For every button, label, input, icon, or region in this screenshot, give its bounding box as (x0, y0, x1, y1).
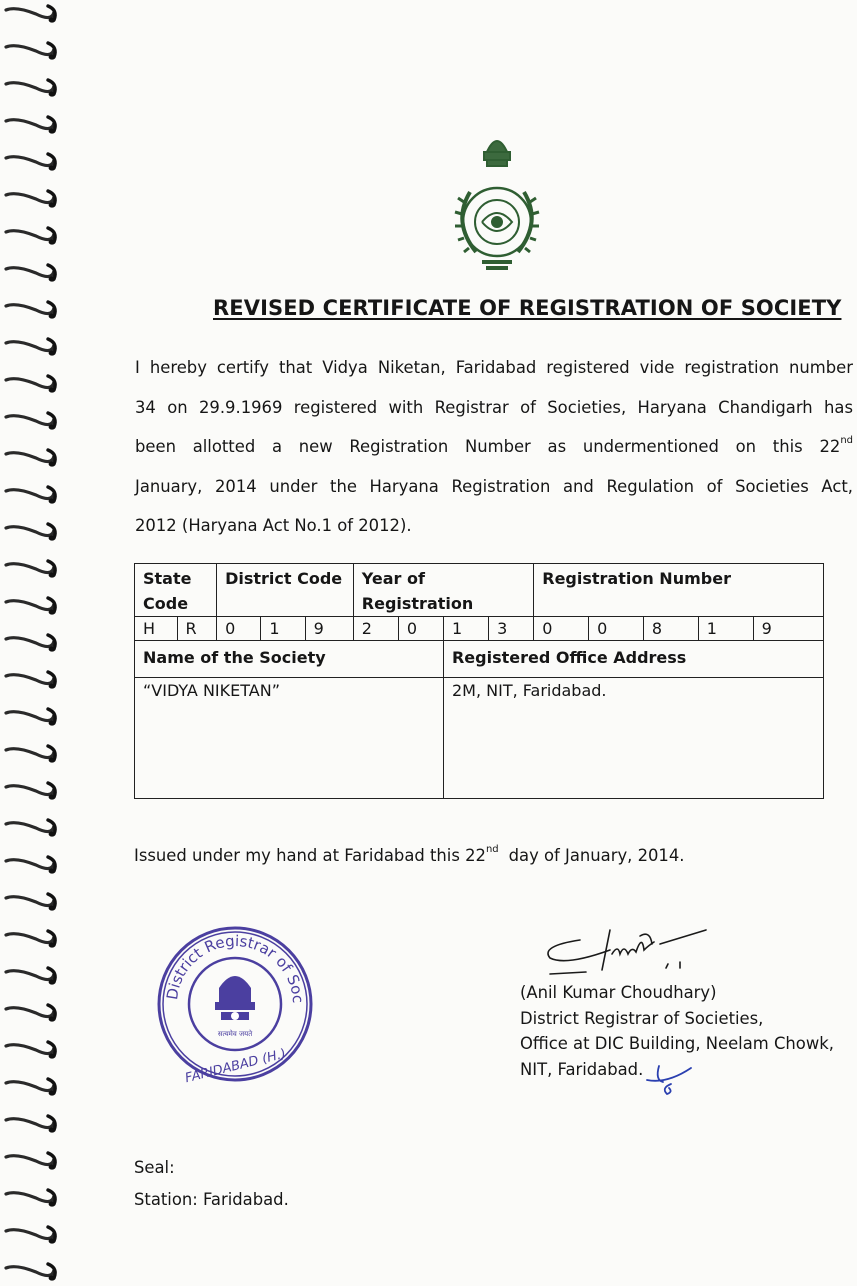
binding-ring-icon (2, 668, 62, 694)
signature-icon (540, 918, 710, 982)
binding-ring-icon (2, 1223, 62, 1249)
binding-ring-icon (2, 1038, 62, 1064)
binding-ring-icon (2, 483, 62, 509)
binding-ring-icon (2, 890, 62, 916)
binding-ring-icon (2, 1112, 62, 1138)
spiral-binding (0, 0, 72, 1280)
certificate-title: REVISED CERTIFICATE OF REGISTRATION OF SOCIETY (213, 296, 842, 320)
digit-cell: 8 (643, 617, 698, 641)
officer-place: NIT, Faridabad. (520, 1059, 644, 1079)
binding-ring-icon (2, 594, 62, 620)
paragraph-line: 34 on 29.9.1969 registered with Registrar of Societies, Haryana Chandigarh has (135, 397, 853, 417)
binding-ring-icon (2, 705, 62, 731)
binding-ring-icon (2, 927, 62, 953)
binding-ring-icon (2, 76, 62, 102)
digit-cell: 0 (398, 617, 443, 641)
year-header: Year of Registration (353, 564, 533, 617)
digit-cell: 9 (305, 617, 353, 641)
station-label: Station: Faridabad. (134, 1190, 289, 1209)
ordinal-suffix: nd (485, 844, 499, 855)
binding-ring-icon (2, 113, 62, 139)
binding-ring-icon (2, 520, 62, 546)
binding-ring-icon (2, 372, 62, 398)
officer-office: Office at DIC Building, Neelam Chowk, (520, 1034, 834, 1053)
officer-name: (Anil Kumar Choudhary) (520, 983, 717, 1002)
binding-ring-icon (2, 1149, 62, 1175)
ordinal-suffix: nd (840, 435, 853, 446)
seal-inner-text: सत्यमेव जयते (217, 1030, 253, 1038)
district-code-header: District Code (217, 564, 354, 617)
digit-cell: R (177, 617, 217, 641)
haryana-emblem-icon (442, 122, 552, 278)
table-header-row (135, 564, 824, 617)
issued-text: Issued under my hand at Faridabad this 22 (134, 846, 486, 865)
binding-ring-icon (2, 1001, 62, 1027)
digit-cell: 1 (443, 617, 488, 641)
digit-cell: 0 (534, 617, 589, 641)
binding-ring-icon (2, 557, 62, 583)
certification-paragraph (135, 348, 853, 546)
initial-mark-icon (645, 1060, 695, 1098)
seal-label: Seal: (134, 1158, 175, 1177)
digit-cell: H (135, 617, 178, 641)
binding-ring-icon (2, 446, 62, 472)
digit-cell: 1 (698, 617, 753, 641)
office-address-header: Registered Office Address (443, 641, 823, 678)
binding-ring-icon (2, 631, 62, 657)
footer-block (134, 1152, 289, 1216)
binding-ring-icon (2, 853, 62, 879)
issued-text: day of January, 2014. (508, 846, 685, 865)
binding-ring-icon (2, 261, 62, 287)
digit-cell: 0 (217, 617, 261, 641)
binding-ring-icon (2, 964, 62, 990)
district-registrar-seal-icon (155, 924, 315, 1084)
binding-ring-icon (2, 150, 62, 176)
binding-ring-icon (2, 224, 62, 250)
society-name-header: Name of the Society (135, 641, 444, 678)
table-row (135, 678, 824, 799)
binding-ring-icon (2, 39, 62, 65)
paragraph-text: been allotted a new Registration Number as undermentioned on this 22 (135, 437, 841, 456)
digit-cell: 0 (589, 617, 644, 641)
binding-ring-icon (2, 2, 62, 28)
digit-cell: 9 (753, 617, 823, 641)
issued-statement (134, 846, 685, 865)
table-row (135, 617, 824, 641)
digit-cell: 3 (489, 617, 534, 641)
binding-ring-icon (2, 1260, 62, 1286)
table-header-row (135, 641, 824, 678)
state-code-header: State Code (135, 564, 217, 617)
digit-cell: 1 (261, 617, 305, 641)
registration-number-header: Registration Number (534, 564, 824, 617)
seal-bottom-text: FARIDABAD (H.) (183, 1046, 288, 1084)
society-name-value: “VIDYA NIKETAN” (135, 678, 444, 799)
binding-ring-icon (2, 335, 62, 361)
paragraph-line (135, 427, 853, 467)
paragraph-line: January, 2014 under the Haryana Registration and Regulation of Societies Act, (135, 476, 853, 496)
binding-ring-icon (2, 298, 62, 324)
binding-ring-icon (2, 742, 62, 768)
binding-ring-icon (2, 1186, 62, 1212)
paragraph-line: I hereby certify that Vidya Niketan, Faridabad registered vide registration number (135, 358, 853, 377)
officer-designation: District Registrar of Societies, (520, 1008, 764, 1028)
binding-ring-icon (2, 816, 62, 842)
digit-cell: 2 (353, 617, 398, 641)
office-address-value: 2M, NIT, Faridabad. (443, 678, 823, 799)
binding-ring-icon (2, 187, 62, 213)
binding-ring-icon (2, 409, 62, 435)
paragraph-line: 2012 (Haryana Act No.1 of 2012). (135, 516, 412, 535)
registration-table (134, 563, 824, 799)
binding-ring-icon (2, 779, 62, 805)
binding-ring-icon (2, 1075, 62, 1101)
seal-ring-text: District Registrar of Soc (163, 931, 308, 1004)
